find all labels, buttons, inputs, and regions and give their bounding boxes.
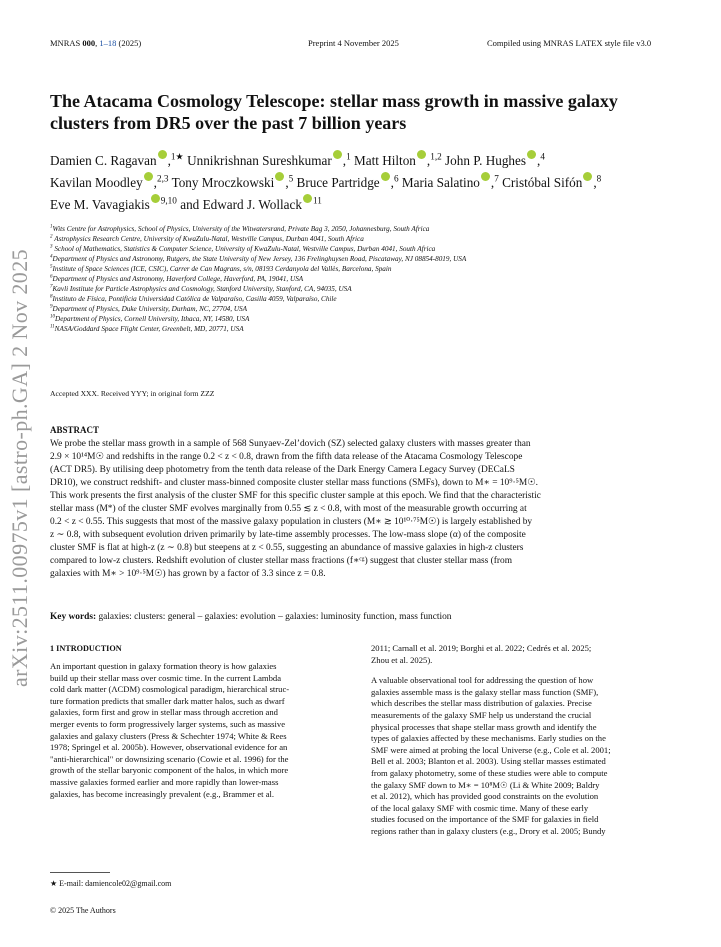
- keywords-text: galaxies: clusters: general – galaxies: evolution – galaxies: luminosity function, mass function: [98, 612, 452, 622]
- orcid-icon[interactable]: [333, 150, 342, 159]
- affiliation: $^{11}$NASA/Goddard Space Flight Center, Greenbelt, MD, 20771, USA: [50, 324, 244, 333]
- abstract-line: cluster SMF is flat at high-z (z ∼ 0.8) but steepens at z < 0.55, suggesting an abundance of massive galaxies in high-z clusters: [50, 543, 524, 553]
- body-line: build up their stellar mass over cosmic time. In the current Lambda: [50, 672, 282, 683]
- author-name: Cristóbal Sifón: [502, 175, 583, 190]
- affiliation: $^3$ School of Mathematics, Statistics & Computer Science, University of KwaZulu-Natal, Westville Campus, Durban 4041, South Africa: [50, 244, 436, 253]
- orcid-icon[interactable]: [275, 172, 284, 181]
- orcid-icon[interactable]: [583, 172, 592, 181]
- author-name: Unnikrishnan Sureshkumar: [187, 153, 332, 168]
- body-line: cold dark matter (ΛCDM) cosmological paradigm, hierarchical struc-: [50, 684, 290, 695]
- body-line: of the local galaxy SMF with cosmic time. Many of these early: [371, 802, 589, 813]
- body-line: et al. 2012), which has provided good constraints on the evolution: [371, 791, 599, 802]
- author-name: Eve M. Vavagiakis: [50, 197, 150, 212]
- affiliation: $^2$ Astrophysics Research Centre, University of KwaZulu-Natal, Westville Campus, Durban 4041, South Africa: [50, 234, 364, 243]
- acceptance-note: Accepted XXX. Received YYY; in original form ZZZ: [50, 389, 215, 398]
- abstract-line: 2.9 × 10¹⁴M☉ and redshifts in the range 0.2 < z < 0.8, drawn from the fifth data release of the Atacama Cosmology Telescope: [50, 452, 523, 462]
- body-line: A valuable observational tool for addressing the question of how: [371, 675, 594, 686]
- body-line: measurements of the galaxy SMF help us understand the crucial: [371, 709, 592, 720]
- affiliation: $^4$Department of Physics and Astronomy, Rutgers, the State University of New Jersey, 136 Frelinghuysen Road, Piscataway, NJ 08854-8019, USA: [50, 254, 467, 263]
- body-line: Zhou et al. 2025).: [371, 654, 433, 665]
- body-line: galaxies, form first and grow in stellar mass through accretion and: [50, 707, 278, 718]
- page-range-link[interactable]: 1–18: [99, 38, 117, 48]
- keywords: [50, 612, 451, 622]
- body-line: galaxies assemble mass is the galaxy stellar mass function (SMF),: [371, 686, 599, 697]
- author-name: Bruce Partridge: [296, 175, 380, 190]
- body-line: types of galaxies affected by these mechanisms. Early studies on the: [371, 733, 606, 744]
- orcid-icon[interactable]: [481, 172, 490, 181]
- body-line: galaxies, has become increasingly prevalent (e.g., Brammer et al.: [50, 788, 275, 799]
- abstract-line: This work presents the first analysis of the cluster SMF for this specific cluster sample at this epoch. We find that the characteristic: [50, 491, 541, 501]
- body-line: "anti-hierarchical" or downsizing scenario (Cowie et al. 1996) for the: [50, 753, 289, 764]
- body-line: ture formation predicts that smaller dark matter halos, such as dwarf: [50, 695, 285, 706]
- affiliation: $^9$Department of Physics, Duke University, Durham, NC, 27704, USA: [50, 304, 248, 313]
- body-line: 1978; Springel et al. 2005b). However, observational evidence for an: [50, 742, 288, 753]
- paper-title: The Atacama Cosmology Telescope: stellar mass growth in massive galaxy clusters from DR5 over the past 7 billion years: [50, 91, 618, 133]
- body-line: merger events to form progressively larger systems, such as massive: [50, 718, 286, 729]
- body-line: from galaxy photometry, some of these studies were able to compute: [371, 767, 608, 778]
- author-name: Kavilan Moodley: [50, 175, 143, 190]
- orcid-icon[interactable]: [144, 172, 153, 181]
- abstract-line: galaxies with M∗ > 10⁹·⁵M☉) has grown by a factor of 3.3 since z = 0.8.: [50, 569, 326, 579]
- intro-column-right: [371, 643, 667, 838]
- orcid-icon[interactable]: [381, 172, 390, 181]
- abstract-line: z ∼ 0.8, with subsequent evolution driven primarily by late-time assembly processes. The low-mass slope (α) of the composite: [50, 530, 526, 540]
- affiliation: $^1$Wits Centre for Astrophysics, School of Physics, University of the Witwatersrand, Private Bag 3, 2050, Johannesburg, South Africa: [50, 224, 430, 233]
- footnote-divider: [50, 872, 110, 873]
- abstract-heading: ABSTRACT: [50, 425, 100, 435]
- orcid-icon[interactable]: [417, 150, 426, 159]
- copyright-notice: © 2025 The Authors: [50, 906, 116, 915]
- abstract-line: 0.2 < z < 0.55. This suggests that most of the massive galaxy population in clusters (M∗ ≳ 10¹⁰·⁷⁵M☉) is largely established by: [50, 517, 533, 527]
- orcid-icon[interactable]: [527, 150, 536, 159]
- author-name: Damien C. Ragavan: [50, 153, 157, 168]
- body-line: SMF were aimed at probing the local Universe (e.g., Cole et al. 2001;: [371, 744, 611, 755]
- abstract-line: DR10), we construct redshift- and cluster mass-binned composite cluster stellar mass functions (SMFs), down to M∗ = 10⁹·⁵M☉.: [50, 478, 538, 488]
- author-name: Edward J. Wollack: [202, 197, 302, 212]
- abstract-line: compared to low-z clusters. Redshift evolution of cluster stellar mass fractions (f∗ᶜᵍ) suggest that cluster stellar mass (from: [50, 556, 512, 566]
- orcid-icon[interactable]: [303, 194, 312, 203]
- affiliation: $^8$Instituto de Física, Pontificia Universidad Católica de Valparaíso, Casilla 4059, Valparaíso, Chile: [50, 294, 337, 303]
- affiliation: $^5$Institute of Space Sciences (ICE, CSIC), Carrer de Can Magrans, s/n, 08193 Cerdanyola del Vallès, Barcelona, Spain: [50, 264, 392, 273]
- body-line: 2011; Carnall et al. 2019; Borghi et al. 2022; Cedrés et al. 2025;: [371, 643, 592, 653]
- author-name: Matt Hilton: [353, 153, 416, 168]
- body-line: growth of the stellar baryonic component of the halos, in which more: [50, 765, 289, 776]
- body-line: Bell et al. 2003; Blanton et al. 2003). Using stellar masses estimated: [371, 756, 606, 767]
- footnote-email: ★ E-mail: damiencole02@gmail.com: [50, 879, 172, 888]
- style-file-note: Compiled using MNRAS LATEX style file v3.0: [487, 38, 652, 48]
- preprint-date: Preprint 4 November 2025: [308, 38, 399, 48]
- body-line: [371, 666, 667, 675]
- orcid-icon[interactable]: [151, 194, 160, 203]
- running-header-citation: MNRAS 000, 1–18 (2025): [50, 38, 142, 48]
- author-name: Maria Salatino: [401, 175, 480, 190]
- body-line: regions rather than in galaxy clusters (e.g., Drory et al. 2005; Bundy: [371, 825, 606, 836]
- body-line: galaxies and galaxy clusters (Press & Schechter 1974; White & Rees: [50, 730, 287, 741]
- abstract-line: (ACT DR5). By utilising deep photometry from the tenth data release of the Dark Energy Camera Legacy Survey (DECaLS: [50, 465, 515, 475]
- affiliation: $^7$Kavli Institute for Particle Astrophysics and Cosmology, Stanford University, Stanford, CA, 94035, USA: [50, 284, 352, 293]
- section-heading: 1 INTRODUCTION: [50, 644, 122, 653]
- author-name: Tony Mroczkowski: [171, 175, 275, 190]
- body-line: the galaxy SMF down to M∗ = 10⁸M☉ (Li & White 2009; Baldry: [371, 779, 600, 790]
- body-line: studies focused on the importance of the SMF for galaxies in field: [371, 814, 599, 825]
- affiliation-list: [50, 224, 670, 334]
- body-line: massive galaxies formed earlier and more rapidly than lower-mass: [50, 776, 279, 787]
- body-line: An important question in galaxy formation theory is how galaxies: [50, 661, 277, 671]
- author-name: John P. Hughes: [445, 153, 527, 168]
- abstract-body: [50, 438, 665, 581]
- abstract-line: We probe the stellar mass growth in a sample of 568 Sunyaev-Zel’dovich (SZ) selected galaxy clusters with masses greater than: [50, 439, 531, 449]
- keywords-label: Key words:: [50, 612, 97, 622]
- abstract-line: stellar mass (M*) of the cluster SMF evolves marginally from 0.55 ≲ z < 0.8, with most of the measurable growth occurring at: [50, 504, 527, 514]
- orcid-icon[interactable]: [158, 150, 167, 159]
- author-list: Damien C. Ragavan ,$^{1★}$ Unnikrishnan Sureshkumar ,$^1$ Matt Hilton ,$^{1,2}$ John P. Hughes ,$^4$ Kavilan Moodley ,$^{2,3}$ Tony Mroczkowski ,$^5$ Bruce Partridge ,$^6$ Maria Salatino ,$^7$ Cristóbal Sifón ,$^8$ Eve M. Vavagiakis $^{9,10}$ and Edward J. Wollack $^{11}$: [50, 151, 602, 212]
- body-line: which describes the stellar mass distribution of galaxies. Precise: [371, 698, 592, 709]
- affiliation: $^6$Department of Physics and Astronomy, Haverford College, Haverford, PA, 19041, USA: [50, 274, 304, 283]
- intro-column-left: [50, 661, 350, 800]
- affiliation: $^{10}$Department of Physics, Cornell University, Ithaca, NY, 14580, USA: [50, 314, 250, 323]
- body-line: physical processes that shape stellar mass growth and identify the: [371, 721, 597, 732]
- arxiv-stamp: arXiv:2511.00975v1 [astro-ph.GA] 2 Nov 2025: [7, 249, 32, 687]
